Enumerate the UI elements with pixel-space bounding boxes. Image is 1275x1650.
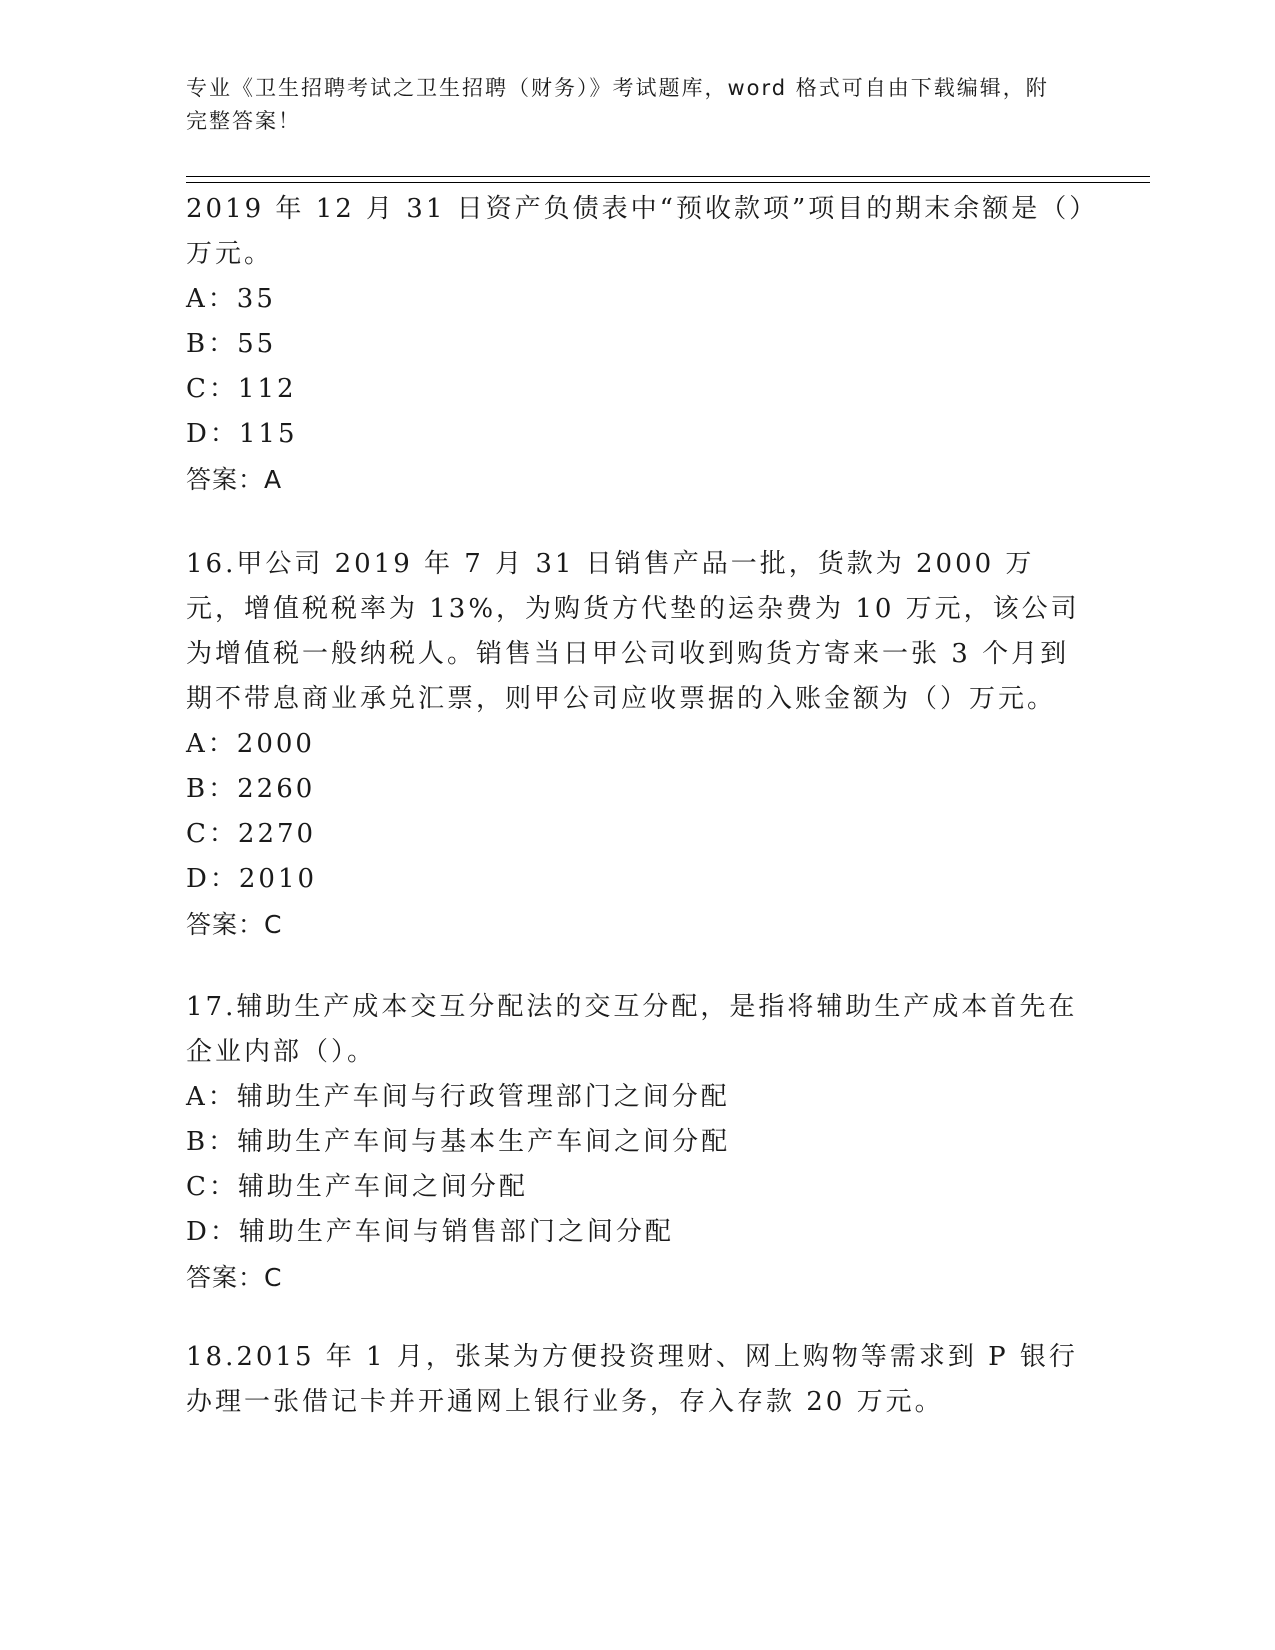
question-text: 17.辅助生产成本交互分配法的交互分配，是指将辅助生产成本首先在企业内部（）。	[186, 992, 1078, 1067]
option-c	[186, 812, 1086, 857]
option-a	[186, 1075, 1086, 1120]
option-text: 辅助生产车间之间分配	[237, 1172, 528, 1202]
option-text: 辅助生产车间与基本生产车间之间分配	[237, 1127, 731, 1157]
option-label: A：	[186, 1082, 237, 1112]
option-text: 2270	[237, 819, 317, 849]
header-divider-bottom	[186, 182, 1150, 183]
option-c	[186, 367, 1086, 412]
option-d	[186, 857, 1086, 902]
header-divider-top	[186, 176, 1150, 177]
question-block	[186, 542, 1086, 947]
answer-line: 答案：C	[186, 1263, 283, 1292]
option-b	[186, 1120, 1086, 1165]
option-text: 2010	[238, 864, 318, 894]
question-block	[186, 187, 1086, 502]
option-text: 2000	[236, 729, 315, 759]
question-block	[186, 1335, 1086, 1425]
option-label: A：	[186, 284, 237, 314]
option-label: D：	[186, 864, 239, 894]
option-text: 2260	[237, 774, 316, 804]
option-d	[186, 412, 1086, 457]
question-text: 2019 年 12 月 31 日资产负债表中“预收款项”项目的期末余额是（）万元。	[186, 194, 1086, 269]
question-text: 16.甲公司 2019 年 7 月 31 日销售产品一批，货款为 2000 万元，增值税税率为 13%，为购货方代垫的运杂费为 10 万元，该公司为增值税一般纳税人。销售当日甲公司收到购货方寄来一张 3 个月到期不带息商业承兑汇票，则甲公司应收票据的入账金额为（）万元。	[186, 549, 1080, 714]
option-label: A：	[186, 729, 237, 759]
question-block	[186, 985, 1086, 1300]
option-label: B：	[186, 774, 238, 804]
option-b	[186, 322, 1086, 367]
option-label: D：	[186, 419, 239, 449]
option-text: 辅助生产车间与销售部门之间分配	[238, 1217, 674, 1247]
option-label: B：	[186, 329, 238, 359]
option-label: C：	[186, 374, 238, 404]
option-b	[186, 767, 1086, 812]
option-a	[186, 277, 1086, 322]
question-text: 18.2015 年 1 月，张某为方便投资理财、网上购物等需求到 P 银行办理一张借记卡并开通网上银行业务，存入存款 20 万元。	[186, 1342, 1078, 1417]
option-a	[186, 722, 1086, 767]
option-label: B：	[186, 1127, 238, 1157]
document-header: 专业《卫生招聘考试之卫生招聘（财务）》考试题库，word 格式可自由下载编辑，附完整答案！	[186, 76, 1049, 133]
option-text: 55	[237, 329, 277, 359]
option-label: C：	[186, 1172, 238, 1202]
answer-line: 答案：C	[186, 910, 283, 939]
option-d	[186, 1210, 1086, 1255]
option-text: 35	[236, 284, 276, 314]
option-label: D：	[186, 1217, 239, 1247]
option-c	[186, 1165, 1086, 1210]
option-text: 112	[237, 374, 297, 404]
option-label: C：	[186, 819, 238, 849]
option-text: 115	[238, 419, 298, 449]
answer-line: 答案：A	[186, 465, 283, 494]
option-text: 辅助生产车间与行政管理部门之间分配	[236, 1082, 730, 1112]
